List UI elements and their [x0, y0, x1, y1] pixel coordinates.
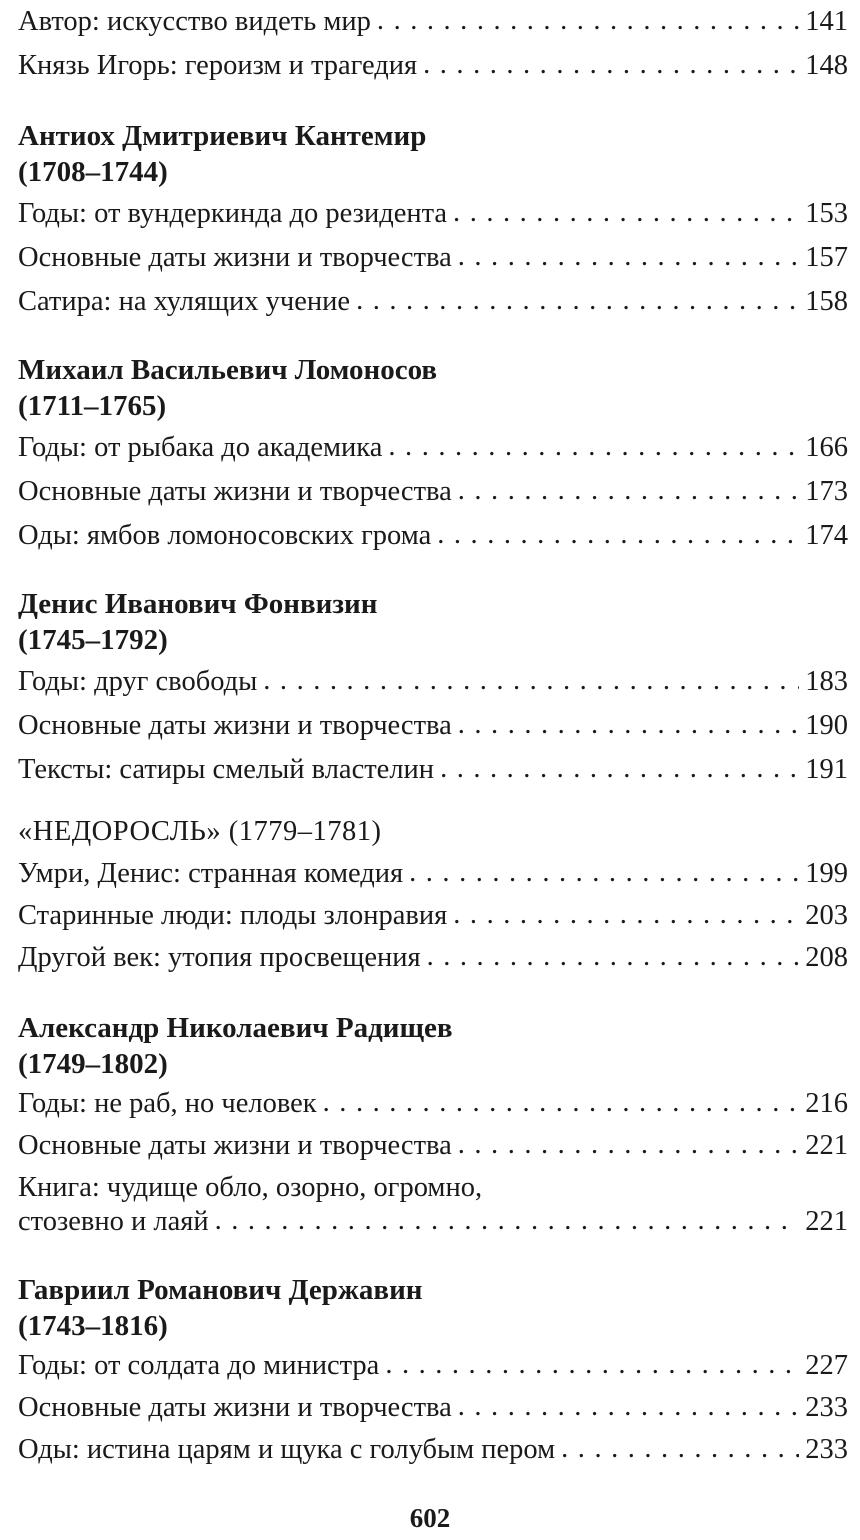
- toc-entry: [18, 514, 848, 558]
- toc-entry-title: Оды: ямбов ломоносовских грома: [18, 520, 432, 551]
- toc-entry: [18, 0, 848, 44]
- toc-entry-page: 233: [805, 1392, 848, 1423]
- dot-leader: [388, 425, 799, 469]
- toc-entry: [18, 704, 848, 748]
- toc-entry-title: Оды: истина царям и щука с голубым пером: [18, 1434, 556, 1465]
- toc-entry-page: 199: [805, 858, 848, 889]
- toc-entry: [18, 1344, 848, 1388]
- dot-leader: [458, 703, 800, 747]
- toc-entry-page: 166: [805, 432, 848, 463]
- dot-leader: [409, 851, 799, 895]
- toc-entry-page: 190: [805, 710, 848, 741]
- toc-entry: [18, 852, 848, 896]
- author-name: Александр Николаевич Радищев: [18, 1012, 453, 1044]
- toc-entry: [18, 1124, 848, 1168]
- toc-entry-title: Основные даты жизни и творчества: [18, 1130, 452, 1161]
- toc-entry: [18, 192, 848, 236]
- toc-entry-title-line2: стозевно и лаяй: [18, 1206, 209, 1237]
- toc-entry: [18, 470, 848, 514]
- dot-leader: [263, 659, 799, 703]
- toc-entry-title: Годы: от солдата до министра: [18, 1350, 380, 1381]
- toc-entry: [18, 1200, 848, 1244]
- author-years: (1743–1816): [18, 1310, 168, 1342]
- dot-leader: [323, 1081, 800, 1125]
- toc-entry-title: Основные даты жизни и творчества: [18, 476, 452, 507]
- dot-leader: [215, 1199, 800, 1243]
- author-name: Денис Иванович Фонвизин: [18, 588, 378, 620]
- toc-entry-title: Другой век: утопия просвещения: [18, 942, 421, 973]
- toc-entry: [18, 44, 848, 88]
- toc-entry-title: Старинные люди: плоды злонравия: [18, 900, 448, 931]
- dot-leader: [458, 1385, 800, 1429]
- toc-entry: [18, 1082, 848, 1126]
- toc-entry: [18, 426, 848, 470]
- author-name: Антиох Дмитриевич Кантемир: [18, 120, 427, 152]
- toc-entry-page: 183: [805, 666, 848, 697]
- toc-entry-title: Сатира: на хулящих учение: [18, 286, 351, 317]
- author-name: Гавриил Романович Державин: [18, 1274, 423, 1306]
- toc-entry-title: Автор: искусство видеть мир: [18, 6, 371, 37]
- toc-entry-title: Годы: не раб, но человек: [18, 1088, 317, 1119]
- dot-leader: [453, 191, 799, 235]
- author-years: (1749–1802): [18, 1048, 168, 1080]
- dot-leader: [385, 1343, 799, 1387]
- toc-entry-page: 157: [805, 242, 848, 273]
- toc-entry-page: 191: [805, 754, 848, 785]
- toc-entry: [18, 236, 848, 280]
- toc-entry: [18, 1428, 848, 1472]
- toc-entry: [18, 660, 848, 704]
- toc-entry-page: 216: [805, 1088, 848, 1119]
- toc-entry-title: Основные даты жизни и творчества: [18, 1392, 452, 1423]
- toc-entry-page: 233: [805, 1434, 848, 1465]
- dot-leader: [458, 235, 800, 279]
- toc-entry-page: 221: [805, 1206, 848, 1237]
- toc-entry-page: 158: [805, 286, 848, 317]
- toc-entry-page: 153: [805, 198, 848, 229]
- toc-entry-title: Годы: от рыбака до академика: [18, 432, 383, 463]
- toc-entry-title: Тексты: сатиры смелый властелин: [18, 754, 435, 785]
- toc-entry-page: 174: [805, 520, 848, 551]
- dot-leader: [458, 1123, 800, 1167]
- dot-leader: [423, 43, 799, 87]
- toc-entry-title: Умри, Денис: странная комедия: [18, 858, 404, 889]
- toc-entry-title-line1: Книга: чудище обло, озорно, огромно,: [18, 1172, 483, 1203]
- toc-entry-title: Основные даты жизни и творчества: [18, 242, 452, 273]
- dot-leader: [377, 0, 799, 43]
- toc-entry-page: 203: [805, 900, 848, 931]
- toc-entry-page: 221: [805, 1130, 848, 1161]
- toc-entry: [18, 1386, 848, 1430]
- dot-leader: [440, 747, 799, 791]
- toc-entry-title: Князь Игорь: героизм и трагедия: [18, 50, 418, 81]
- dot-leader: [356, 279, 799, 323]
- toc-entry-title: Основные даты жизни и творчества: [18, 710, 452, 741]
- toc-entry: [18, 936, 848, 980]
- author-years: (1745–1792): [18, 624, 168, 656]
- dot-leader: [458, 469, 800, 513]
- work-title: «НЕДОРОСЛЬ» (1779–1781): [18, 816, 382, 847]
- dot-leader: [561, 1427, 799, 1471]
- toc-entry: [18, 894, 848, 938]
- dot-leader: [427, 935, 800, 979]
- toc-entry: [18, 280, 848, 324]
- toc-entry-page: 173: [805, 476, 848, 507]
- toc-entry-page: 141: [805, 6, 848, 37]
- dot-leader: [437, 513, 799, 557]
- author-years: (1708–1744): [18, 156, 168, 188]
- toc-entry-page: 148: [805, 50, 848, 81]
- toc-entry-title: Годы: друг свободы: [18, 666, 258, 697]
- author-name: Михаил Васильевич Ломоносов: [18, 354, 438, 386]
- toc-entry-page: 227: [805, 1350, 848, 1381]
- author-years: (1711–1765): [18, 390, 167, 422]
- page-number: 602: [409, 1503, 451, 1533]
- dot-leader: [453, 893, 799, 937]
- toc-entry-page: 208: [805, 942, 848, 973]
- toc-entry-title: Годы: от вундеркинда до резидента: [18, 198, 448, 229]
- toc-entry: [18, 748, 848, 792]
